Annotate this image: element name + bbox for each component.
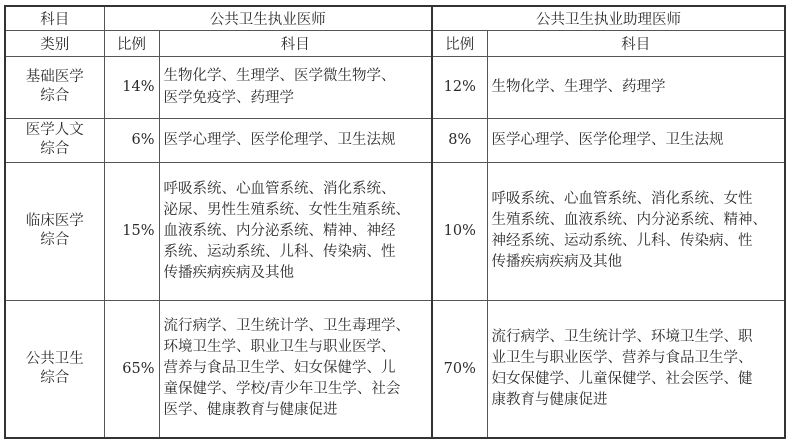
table-row: [5, 300, 785, 438]
assistant-subjects: [487, 300, 785, 438]
subject-line: 生物化学、生理学、药理学: [491, 79, 666, 95]
assistant-ratio: 8%: [432, 118, 487, 162]
table-row: [5, 56, 785, 118]
table-row: [5, 118, 785, 162]
subject-line: 传播疾病疾病及其他: [491, 254, 622, 270]
physician-ratio: 14%: [104, 56, 159, 118]
subject-line: 呼吸系统、心血管系统、消化系统、: [163, 180, 396, 197]
subject-line: 神经系统、运动系统、儿科、传染病、性: [491, 233, 753, 249]
category-cell: [5, 300, 104, 438]
subject-line: 营养与食品卫生学、妇女保健学、儿: [163, 360, 396, 377]
physician-ratio: 6%: [104, 118, 159, 162]
subject-line: 泌尿、男性生殖系统、女性生殖系统、: [163, 201, 410, 218]
subject-line: 血液系统、内分泌系统、精神、神经: [163, 222, 396, 239]
header-physician-subjects: 科目: [159, 30, 432, 56]
subject-line: 医学心理学、医学伦理学、卫生法规: [163, 132, 396, 148]
category-line: 综合: [40, 232, 70, 248]
subject-line: 童保健学、学校/青少年卫生学、社会: [163, 381, 401, 398]
physician-subjects: [159, 162, 432, 300]
assistant-subjects: [487, 162, 785, 300]
subject-line: 流行病学、卫生统计学、环境卫生学、职: [491, 328, 753, 345]
subject-line: 生物化学、生理学、医学微生物学、: [163, 68, 396, 84]
header-category-bottom: 类别: [5, 30, 104, 56]
category-cell: [5, 162, 104, 300]
subject-line: 呼吸系统、心血管系统、消化系统、女性: [491, 191, 753, 207]
header-assistant-ratio: 比例: [432, 30, 487, 56]
header-assistant-group: 公共卫生执业助理医师: [432, 6, 785, 30]
physician-subjects: [159, 118, 432, 162]
table-row: [5, 162, 785, 300]
category-cell: [5, 118, 104, 162]
category-line: 基础医学: [25, 69, 84, 85]
category-line: 综合: [40, 369, 70, 386]
category-line: 综合: [40, 88, 70, 104]
assistant-subjects: [487, 118, 785, 162]
header-assistant-subjects: 科目: [487, 30, 785, 56]
assistant-ratio: 12%: [432, 56, 487, 118]
physician-ratio: 65%: [104, 300, 159, 438]
subject-line: 医学免疫学、药理学: [163, 90, 294, 106]
category-cell: [5, 56, 104, 118]
category-line: 综合: [40, 141, 70, 157]
subject-line: 妇女保健学、儿童保健学、社会医学、健: [491, 370, 753, 387]
subject-line: 环境卫生学、职业卫生与职业医学、: [163, 339, 396, 356]
subject-line: 康教育与健康促进: [491, 391, 608, 408]
category-line: 医学人文: [25, 122, 84, 138]
assistant-ratio: 70%: [432, 300, 487, 438]
exam-subjects-table: [4, 5, 786, 439]
header-physician-group: 公共卫生执业医师: [104, 6, 432, 30]
subject-line: 流行病学、卫生统计学、卫生毒理学、: [163, 318, 410, 335]
assistant-subjects: [487, 56, 785, 118]
assistant-ratio: 10%: [432, 162, 487, 300]
category-line: 临床医学: [25, 213, 84, 229]
subject-line: 传播疾病疾病及其他: [163, 264, 294, 281]
physician-subjects: [159, 300, 432, 438]
subject-line: 医学心理学、医学伦理学、卫生法规: [491, 132, 724, 148]
subject-line: 医学、健康教育与健康促进: [163, 402, 338, 419]
physician-subjects: [159, 56, 432, 118]
category-line: 公共卫生: [25, 350, 84, 367]
subject-line: 生殖系统、血液系统、内分泌系统、精神、: [491, 212, 767, 228]
header-physician-ratio: 比例: [104, 30, 159, 56]
subject-line: 系统、运动系统、儿科、传染病、性: [163, 243, 396, 260]
subject-line: 业卫生与职业医学、营养与食品卫生学、: [491, 349, 753, 366]
physician-ratio: 15%: [104, 162, 159, 300]
header-category-top: 科目: [5, 6, 104, 30]
